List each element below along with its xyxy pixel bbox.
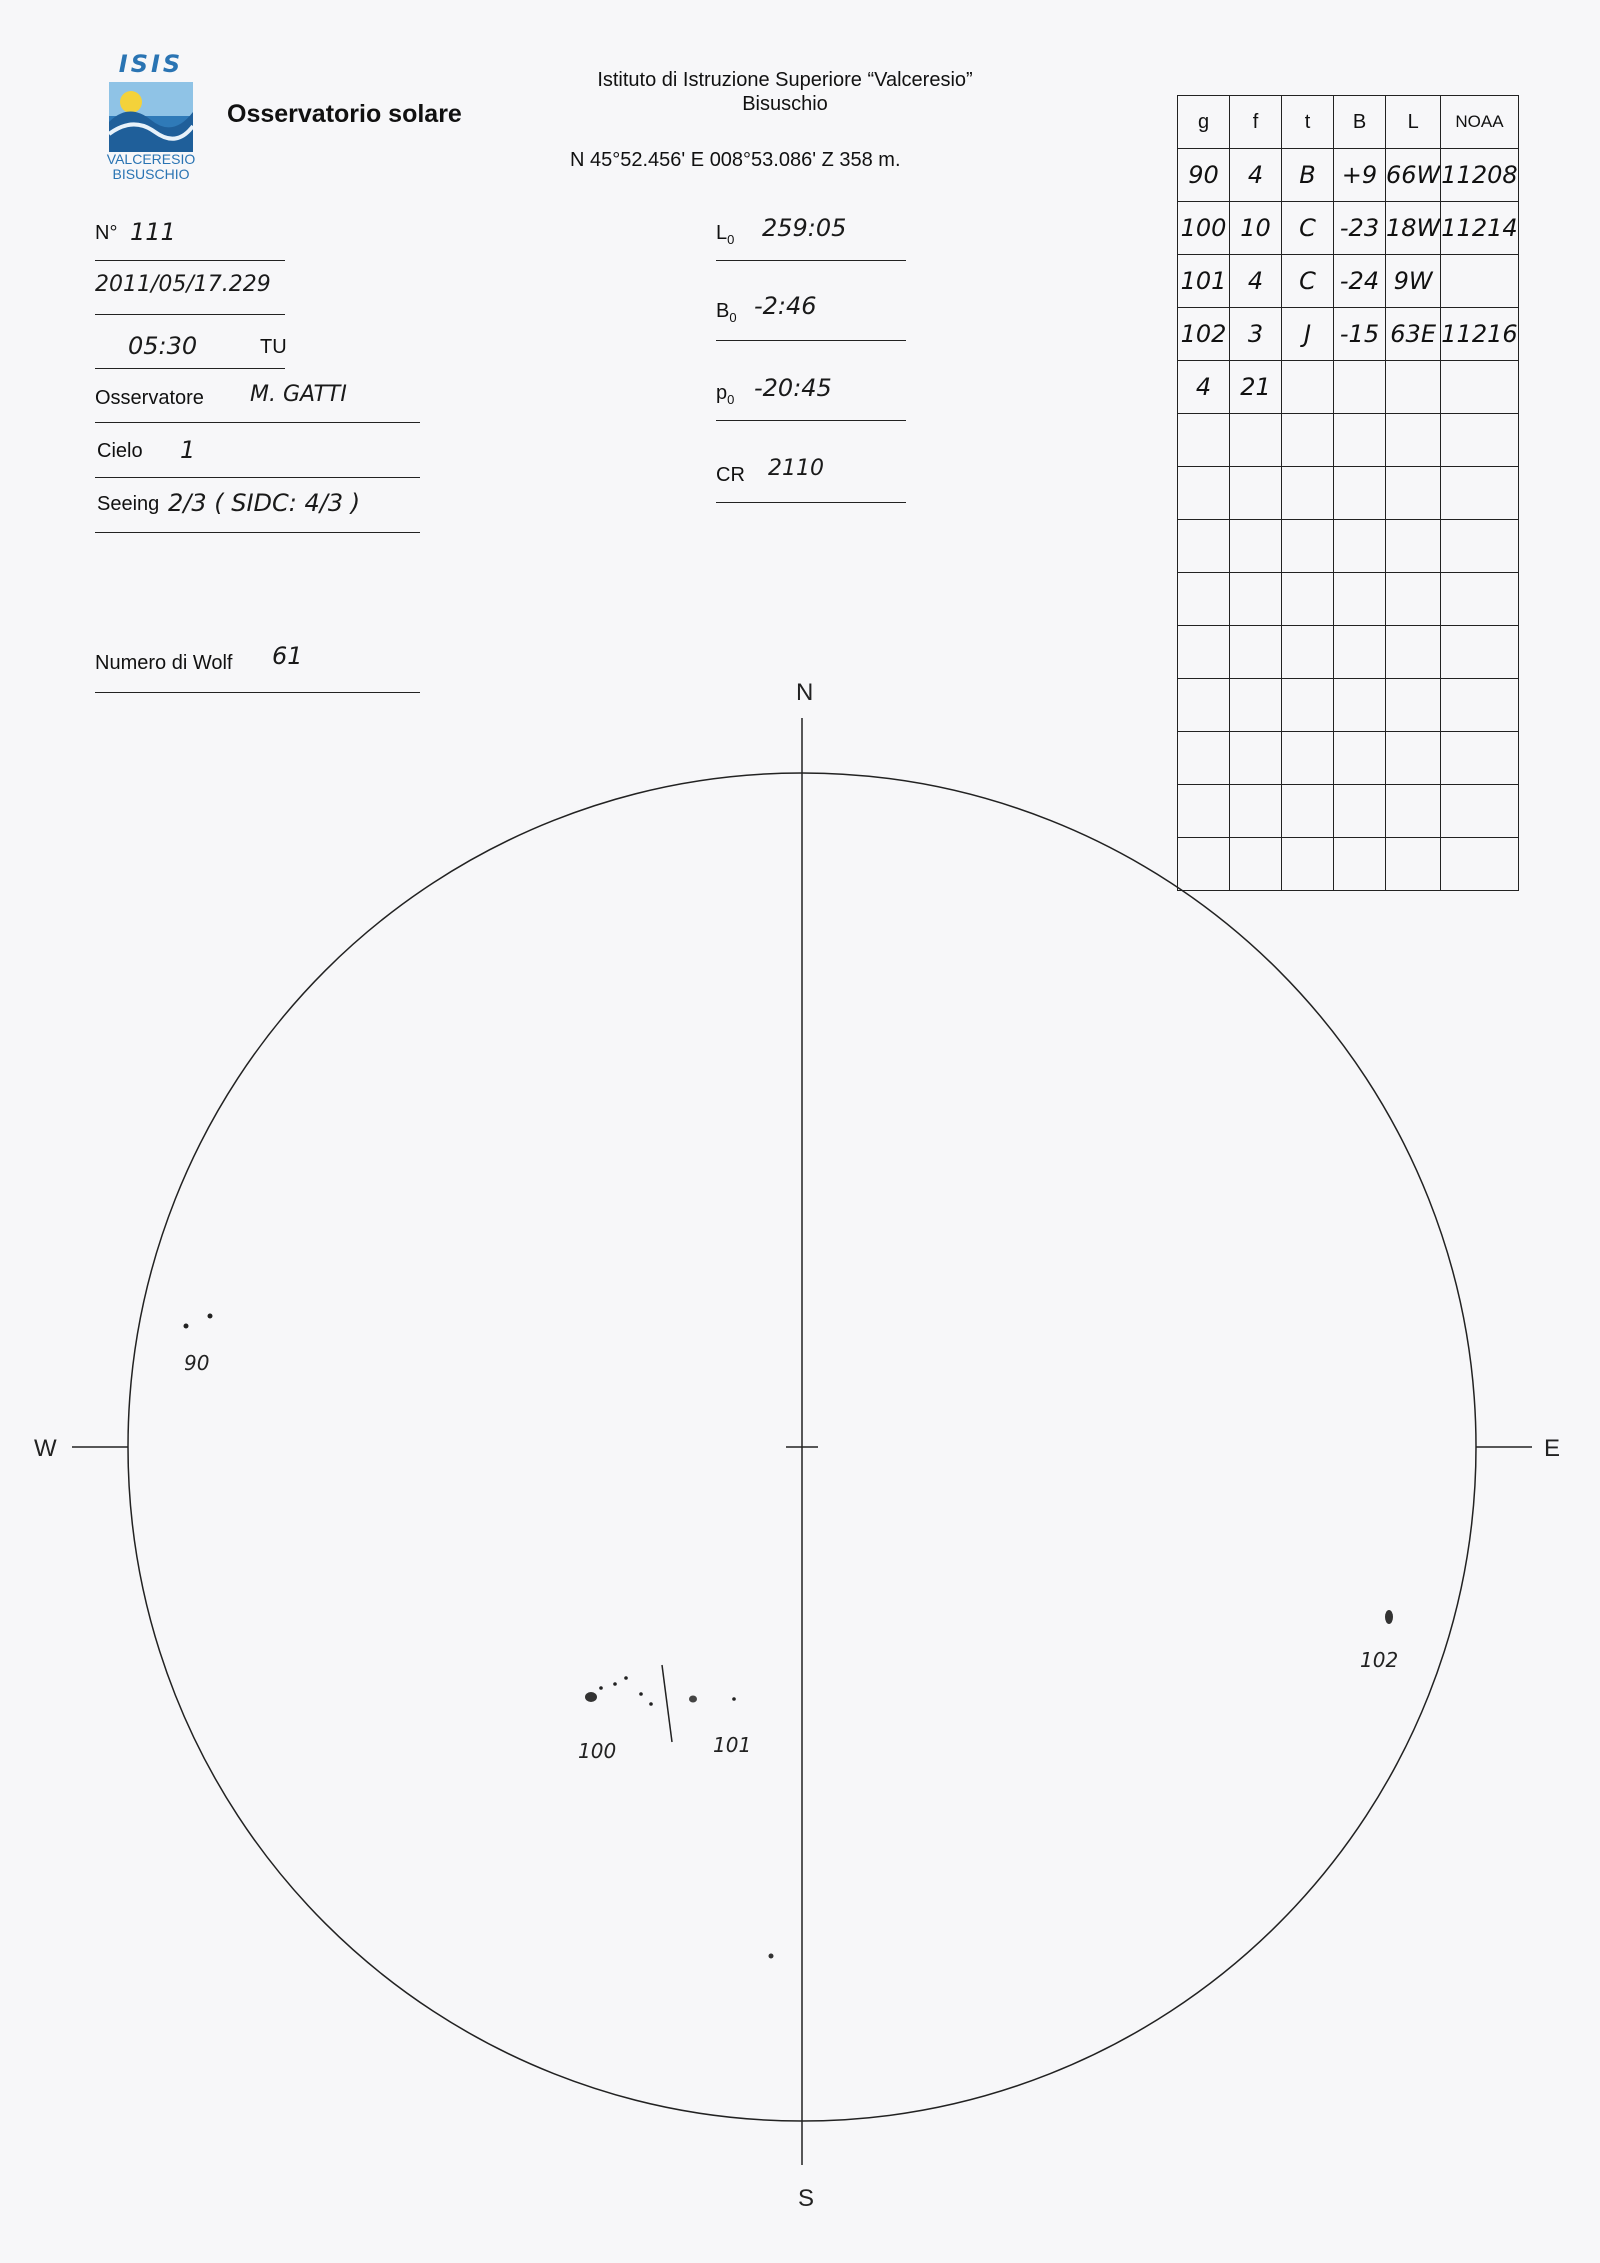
- observer-value: M. GATTI: [250, 382, 347, 407]
- p0-value: -20:45: [754, 374, 832, 402]
- b0-label: $B_0$: [716, 300, 737, 325]
- table-cell: 3: [1230, 308, 1282, 361]
- south-label: S: [798, 2185, 815, 2212]
- sunspot: [613, 1682, 617, 1686]
- group-label-90: 90: [184, 1351, 210, 1375]
- sunspot: [689, 1696, 697, 1703]
- wolf-value: 61: [272, 642, 303, 670]
- sunspot: [599, 1686, 603, 1690]
- table-cell: 66W: [1386, 149, 1441, 202]
- wolf-label: Numero di Wolf: [95, 652, 233, 674]
- table-cell: 63E: [1386, 308, 1441, 361]
- table-cell: -15: [1334, 308, 1386, 361]
- table-cell: 4: [1230, 255, 1282, 308]
- number-value: 111: [130, 218, 176, 246]
- east-label: E: [1544, 1435, 1561, 1462]
- sky-value: 1: [180, 436, 196, 464]
- observer-label: Osservatore: [95, 387, 204, 409]
- sunspot-group-101: [689, 1696, 751, 1758]
- sunspot: [184, 1324, 189, 1329]
- l0-label: $L_0$: [716, 222, 735, 247]
- col-header-g: g: [1178, 96, 1230, 149]
- cr-label: CR: [716, 464, 745, 486]
- station-coordinates: N 45°52.456' E 008°53.086' Z 358 m.: [570, 149, 901, 171]
- time-unit: TU: [260, 336, 287, 358]
- table-cell: J: [1282, 308, 1334, 361]
- time-value: 05:30: [128, 332, 198, 360]
- sunspot-group-100: [578, 1676, 653, 1763]
- col-header-t: t: [1282, 96, 1334, 149]
- group-label-102: 102: [1360, 1648, 1399, 1672]
- table-cell: +9: [1334, 149, 1386, 202]
- sky-label: Cielo: [97, 440, 143, 462]
- group-label-100: 100: [578, 1739, 617, 1763]
- seeing-value: 2/3 ( SIDC: 4/3 ): [168, 489, 361, 517]
- p0-label: $p_0$: [716, 382, 735, 407]
- institute-town: Bisuschio: [742, 93, 828, 115]
- b0-value: -2:46: [754, 292, 817, 320]
- observatory-title: Osservatorio solare: [227, 100, 462, 128]
- logo-wordmark: ISIS: [118, 50, 184, 78]
- group-label-101: 101: [713, 1733, 752, 1757]
- group-separator: [662, 1665, 672, 1742]
- col-header-b: B: [1334, 96, 1386, 149]
- table-cell: 11214: [1441, 202, 1518, 255]
- sunspot: [649, 1702, 653, 1706]
- table-cell: 11208: [1441, 149, 1518, 202]
- sunspot: [1385, 1610, 1393, 1624]
- institute-name: Istituto di Istruzione Superiore “Valceresio”: [597, 69, 973, 91]
- table-cell: 4: [1178, 361, 1230, 414]
- table-cell: 100: [1178, 202, 1230, 255]
- table-cell: B: [1282, 149, 1334, 202]
- sunspot: [624, 1676, 628, 1680]
- table-cell: -23: [1334, 202, 1386, 255]
- table-cell: 4: [1230, 149, 1282, 202]
- col-header-l: L: [1386, 96, 1441, 149]
- stray-mark: [769, 1954, 774, 1959]
- table-cell: C: [1282, 255, 1334, 308]
- col-header-f: f: [1230, 96, 1282, 149]
- sunspot: [208, 1314, 213, 1319]
- table-cell: C: [1282, 202, 1334, 255]
- table-cell: 21: [1230, 361, 1282, 414]
- table-cell: 9W: [1386, 255, 1441, 308]
- col-header-noaa: NOAA: [1441, 96, 1518, 149]
- number-label: N°: [95, 222, 118, 244]
- l0-value: 259:05: [762, 214, 847, 242]
- cr-value: 2110: [768, 456, 824, 481]
- date-value: 2011/05/17.229: [95, 272, 271, 297]
- sunspot: [639, 1692, 643, 1696]
- table-cell: 102: [1178, 308, 1230, 361]
- table-cell: 11216: [1441, 308, 1518, 361]
- table-cell: 90: [1178, 149, 1230, 202]
- seeing-label: Seeing: [97, 493, 160, 515]
- table-cell: 101: [1178, 255, 1230, 308]
- sunspot: [585, 1692, 597, 1702]
- west-label: W: [34, 1435, 57, 1462]
- north-label: N: [796, 679, 814, 706]
- sunspot: [732, 1697, 736, 1701]
- table-cell: 18W: [1386, 202, 1441, 255]
- sunspot-group-102: [1360, 1610, 1398, 1672]
- table-cell: -24: [1334, 255, 1386, 308]
- logo-subtitle-1: VALCERESIO: [106, 151, 196, 167]
- sunspot-group-90: [184, 1314, 213, 1376]
- table-cell: 10: [1230, 202, 1282, 255]
- logo-subtitle-2: BISUSCHIO: [112, 166, 190, 182]
